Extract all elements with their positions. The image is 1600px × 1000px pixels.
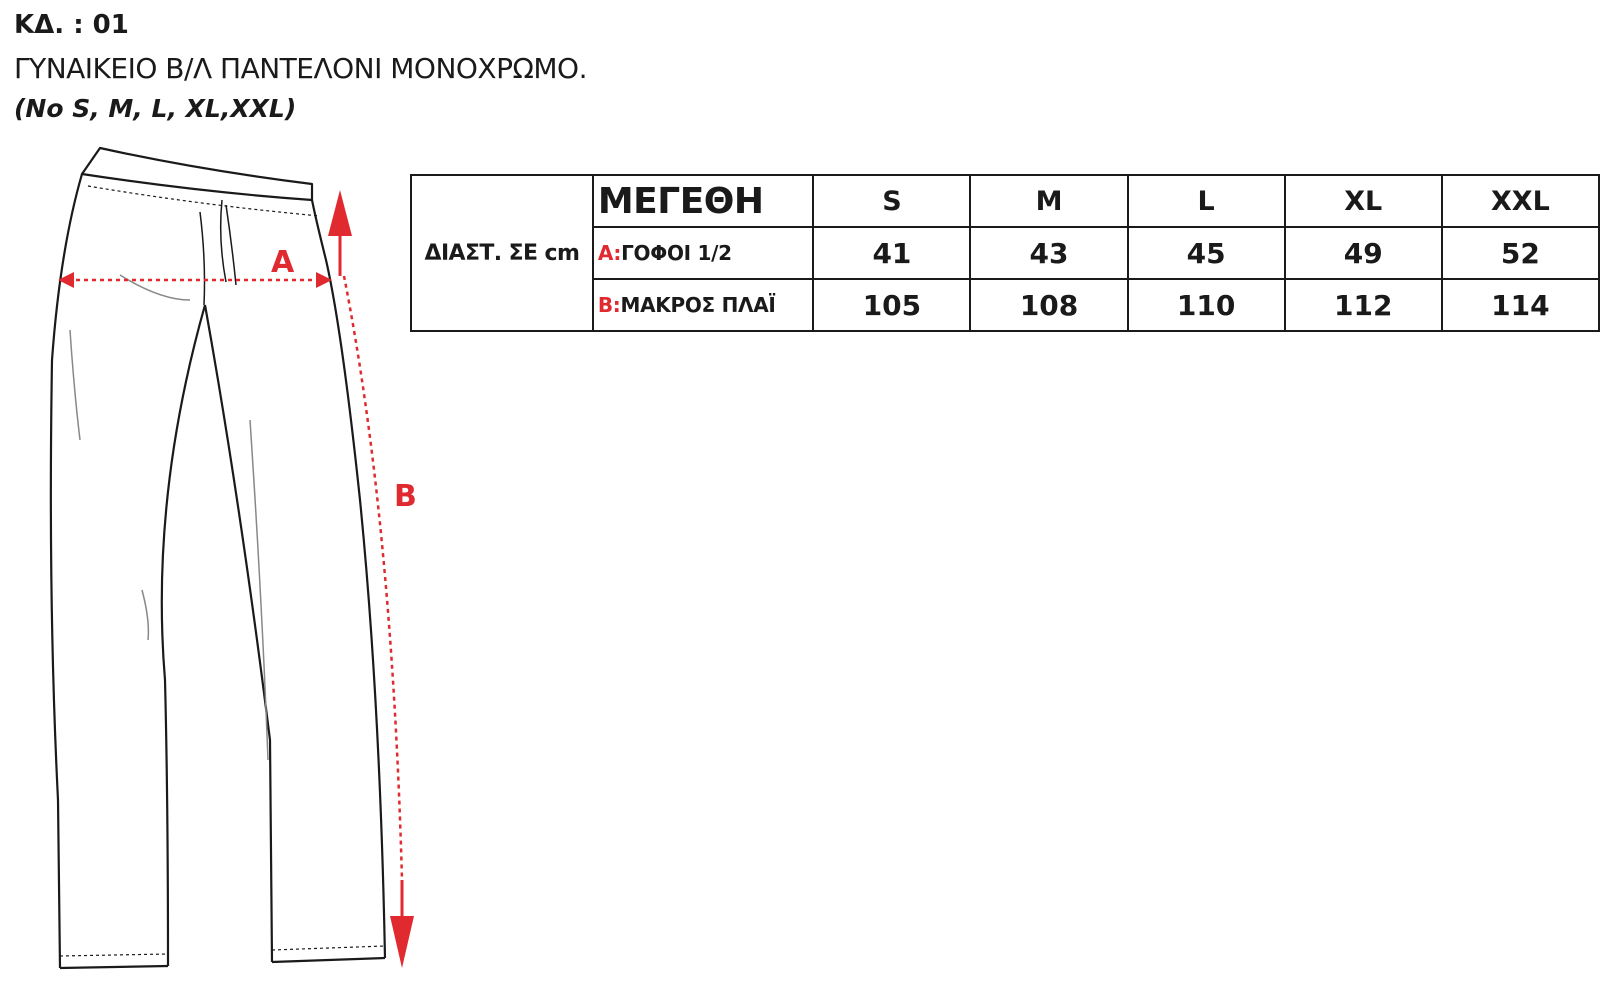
size-chart-table <box>410 174 1600 332</box>
row-key-a: A: <box>597 241 622 265</box>
sizes-header: ΜΕΓΕΘΗ <box>593 175 814 227</box>
measurement-a <box>58 245 332 288</box>
table-cell: 110 <box>1128 279 1285 331</box>
table-cell: 45 <box>1128 227 1285 279</box>
table-cell: 43 <box>970 227 1127 279</box>
table-cell: 41 <box>813 227 970 279</box>
size-m: M <box>970 175 1127 227</box>
row-name-hips: ΓΟΦΟΙ 1/2 <box>621 241 732 265</box>
trousers-outline <box>51 148 385 968</box>
trousers-drawing <box>0 130 460 1000</box>
size-xxl: XXL <box>1442 175 1599 227</box>
product-code: ΚΔ. : 01 <box>14 10 129 40</box>
row-label-length <box>593 279 814 331</box>
measurement-b <box>328 190 417 968</box>
table-cell: 114 <box>1442 279 1599 331</box>
table-cell: 49 <box>1285 227 1442 279</box>
table-header-row <box>411 175 1599 227</box>
table-cell: 52 <box>1442 227 1599 279</box>
size-l: L <box>1128 175 1285 227</box>
available-sizes: (No S, M, L, XL,XXL) <box>14 94 297 123</box>
row-name-length: ΜΑΚΡΟΣ ΠΛΑΪ <box>620 293 776 317</box>
size-s: S <box>813 175 970 227</box>
row-key-b: B: <box>597 293 621 317</box>
label-a: A <box>271 245 295 280</box>
table-cell: 105 <box>813 279 970 331</box>
table-cell: 108 <box>970 279 1127 331</box>
dimension-unit-label: ΔΙΑΣΤ. ΣΕ cm <box>411 175 593 331</box>
label-b: B <box>394 479 417 514</box>
row-label-hips <box>593 227 814 279</box>
size-xl: XL <box>1285 175 1442 227</box>
table-cell: 112 <box>1285 279 1442 331</box>
product-title: ΓΥΝΑΙΚΕΙΟ Β/Λ ΠΑΝΤΕΛΟΝΙ ΜΟΝΟΧΡΩΜΟ. <box>14 52 587 85</box>
